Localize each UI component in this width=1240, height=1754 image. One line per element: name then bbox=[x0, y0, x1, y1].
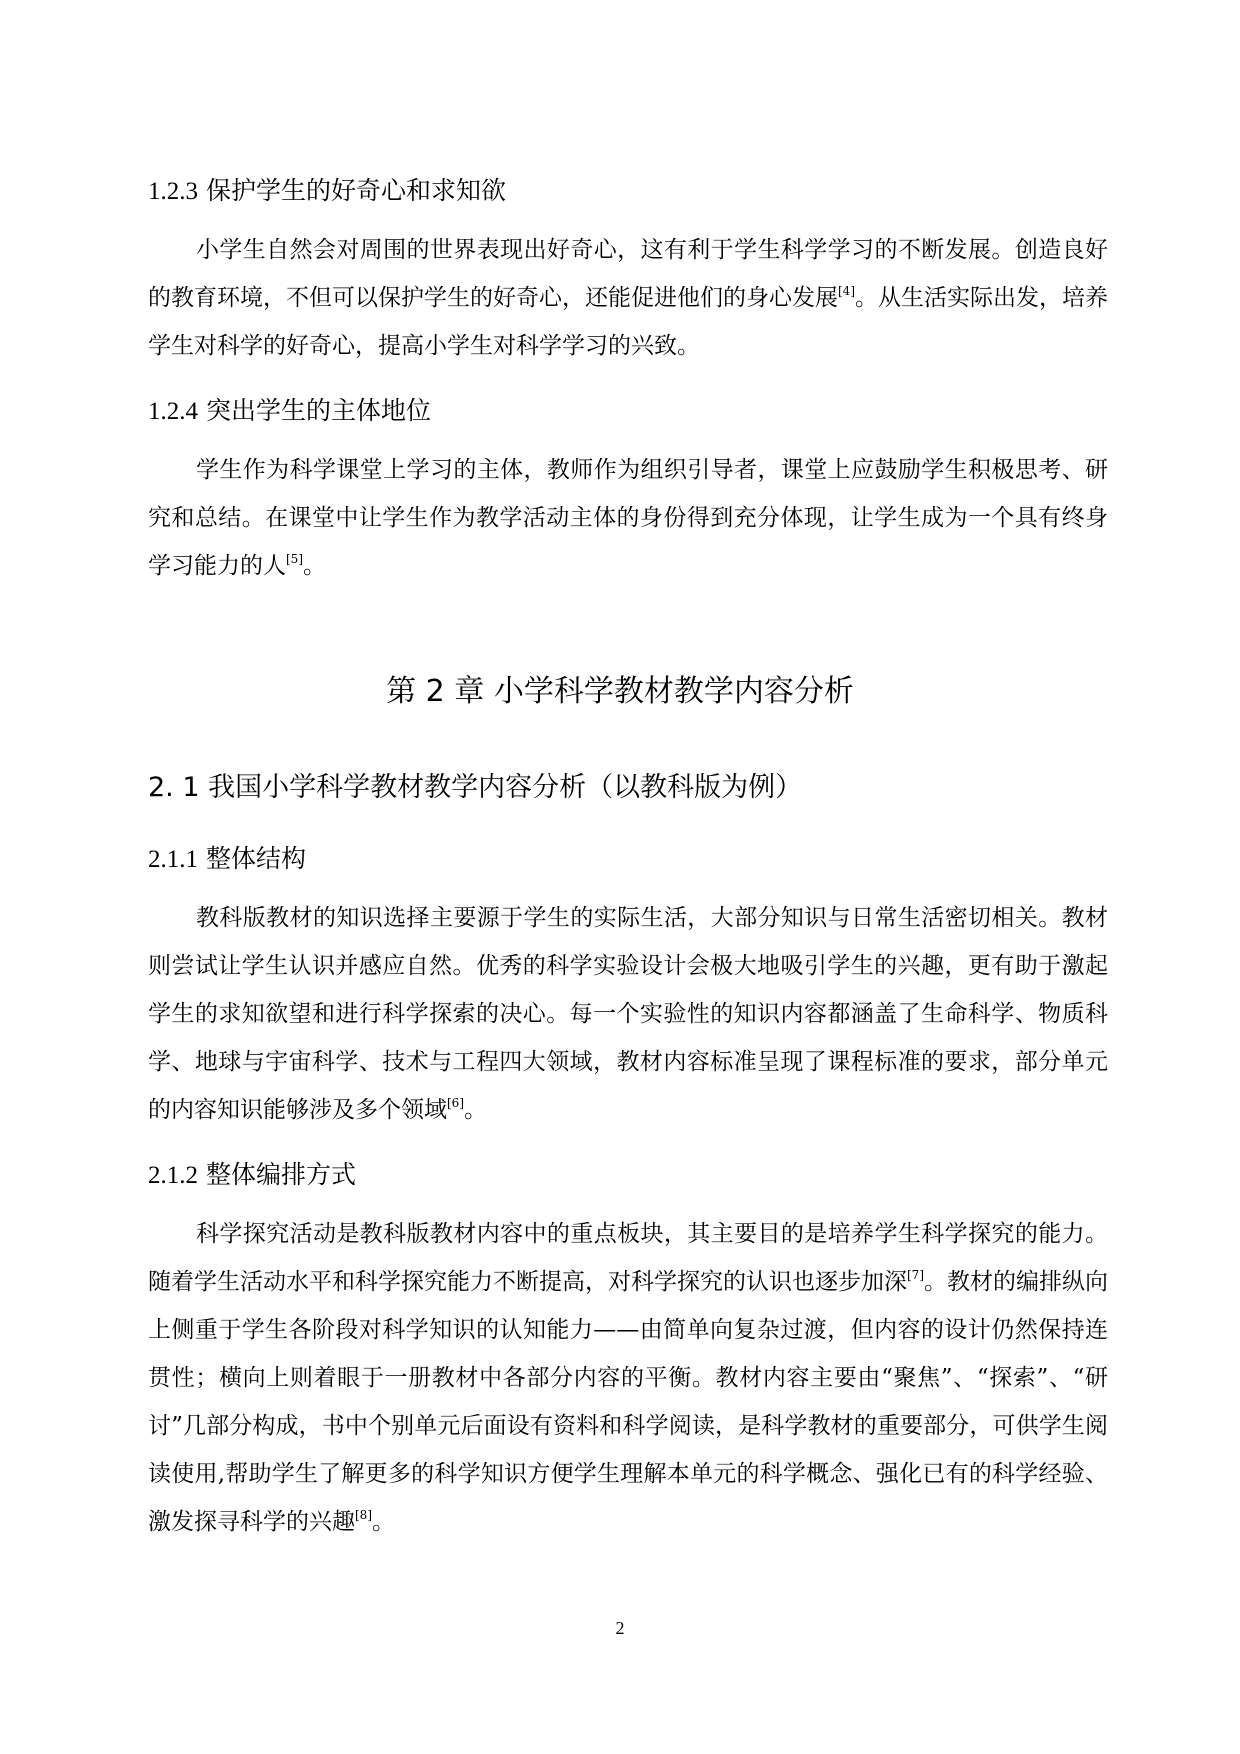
section-heading-2-1: 2. 1 我国小学科学教材教学内容分析（以教科版为例） bbox=[148, 772, 803, 803]
page-number: 2 bbox=[615, 1618, 625, 1638]
paragraph-text: 教科版教材的知识选择主要源于学生的实际生活，大部分知识与日常生活密切相关。教材则尝试让学生认识并感应自然。优秀的科学实验设计会极大地吸引学生的兴趣，更有助于激起学生的求知欲望和进行科学探索的决心。每一个实验性的知识内容都涵盖了生命科学、物质科学、地球与宇宙科学、技术与工程四大领域，教材内容标准呈现了课程标准的要求，部分单元的内容知识能够涉及多个领域 bbox=[148, 905, 1108, 1123]
citation-ref: [6] bbox=[447, 1096, 464, 1110]
heading-text: 保护学生的好奇心和求知欲 bbox=[205, 176, 506, 205]
paragraph-2-1-1 bbox=[148, 894, 1108, 1134]
paragraph-text: 学生作为科学课堂上学习的主体，教师作为组织引导者，课堂上应鼓励学生积极思考、研究和总结。在课堂中让学生作为教学活动主体的身份得到充分体现，让学生成为一个具有终身学习能力的人 bbox=[148, 457, 1108, 579]
section-heading-2-1-1 bbox=[148, 842, 1108, 877]
paragraph-text: 。从生活实际出发，培养学生对科学的好奇心，提高小学生对科学学习的兴致。 bbox=[148, 285, 1108, 359]
heading-number: 2.1.1 bbox=[148, 846, 198, 873]
heading-text: 突出学生的主体地位 bbox=[205, 396, 431, 425]
citation-ref: [8] bbox=[355, 1508, 372, 1522]
section-heading-1-2-3 bbox=[148, 174, 1108, 209]
heading-text: 整体结构 bbox=[205, 844, 306, 873]
paragraph-text: 。 bbox=[464, 1097, 487, 1123]
paragraph-text: 。教材的编排纵向上侧重于学生各阶段对科学知识的认知能力——由简单向复杂过渡，但内容的设计仍然保持连贯性；横向上则着眼于一册教材中各部分内容的平衡。教材内容主要由“聚焦”、“探索”、“研讨”几部分构成，书中个别单元后面设有资料和科学阅读，是科学教材的重要部分，可供学生阅读使用,帮助学生了解更多的科学知识方便学生理解本单元的科学概念、强化已有的科学经验、激发探寻科学的兴趣 bbox=[148, 1269, 1108, 1535]
chapter-title: 第 2 章 小学科学教材教学内容分析 bbox=[386, 674, 854, 709]
heading-text: 整体编排方式 bbox=[205, 1160, 356, 1189]
paragraph-text: 科学探究活动是教科版教材内容中的重点板块，其主要目的是培养学生科学探究的能力。随着学生活动水平和科学探究能力不断提高，对科学探究的认识也逐步加深 bbox=[148, 1221, 1108, 1295]
citation-ref: [4] bbox=[838, 284, 855, 298]
citation-ref: [7] bbox=[907, 1268, 924, 1282]
heading-number: 1.2.3 bbox=[148, 178, 198, 205]
paragraph-1-2-4 bbox=[148, 446, 1108, 590]
paragraph-2-1-2 bbox=[148, 1210, 1108, 1546]
paragraph-text: 。 bbox=[303, 553, 326, 579]
heading-number: 2.1.2 bbox=[148, 1162, 198, 1189]
section-heading-1-2-4 bbox=[148, 394, 1108, 429]
section-heading-2-1-2 bbox=[148, 1158, 1108, 1193]
paragraph-text: 小学生自然会对周围的世界表现出好奇心，这有利于学生科学学习的不断发展。创造良好的教育环境，不但可以保护学生的好奇心，还能促进他们的身心发展 bbox=[148, 237, 1108, 311]
paragraph-text: 。 bbox=[372, 1509, 395, 1535]
citation-ref: [5] bbox=[286, 552, 303, 566]
paragraph-1-2-3 bbox=[148, 226, 1108, 370]
heading-number: 1.2.4 bbox=[148, 398, 198, 425]
